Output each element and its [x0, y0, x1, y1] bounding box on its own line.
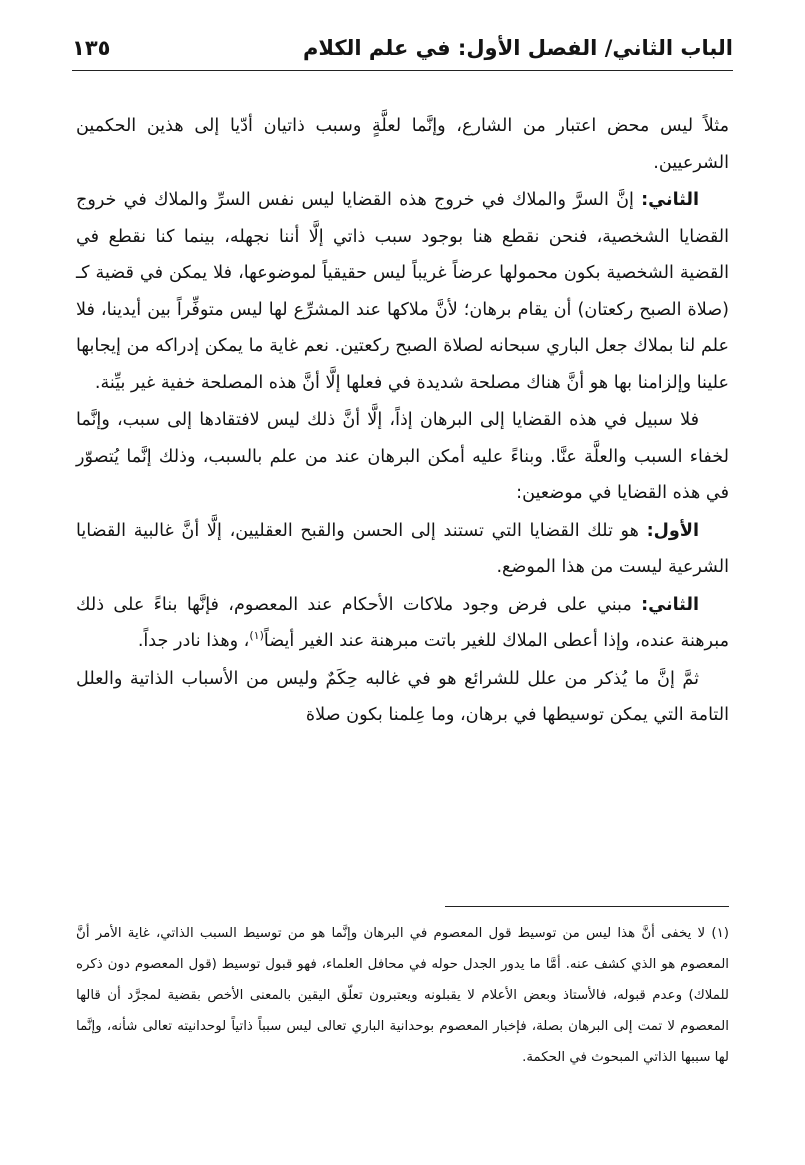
paragraph-text: ثمَّ إنَّ ما يُذكر من علل للشرائع هو في غالبه حِكَمٌ وليس من الأسباب الذاتية والعلل التامة التي يمكن توسيطها في برهان، وما عِلمنا بكون صلاة	[76, 668, 729, 725]
paragraph-text: إنَّ السرَّ والملاك في خروج هذه القضايا ليس نفس السرِّ والملاك في خروج القضايا الشخصية، فنحن نقطع هنا بوجود سبب ذاتي إلَّا أننا نجهله، بينما كنا نقطع في القضية الشخصية بكون محمولها عرضاً غريباً ليس حقيقياً لموضوعها، فلا يمكن في قضية كـ (صلاة الصبح ركعتان) أن يقام برهان؛ لأنَّ ملاكها عند المشرِّع لها ليس متوفِّراً بين أيدينا، فلا علم لنا بملاك جعل الباري سبحانه لصلاة الصبح ركعتين. نعم غاية ما يمكن إدراكه من إيجابها علينا وإلزامنا بها هو أنَّ هناك مصلحة شديدة في فعلها إلَّا أنَّ هذه المصلحة خفية غير بيِّنة.	[76, 190, 729, 393]
main-text	[76, 108, 729, 735]
paragraph-1	[76, 108, 729, 181]
paragraph-2	[76, 182, 729, 401]
paragraph-text-tail: ، وهذا نادر جداً.	[137, 631, 250, 651]
header-rule	[72, 70, 733, 71]
paragraph-lead: الثاني:	[641, 594, 699, 615]
footnote-rule	[445, 906, 729, 907]
paragraph-3	[76, 402, 729, 512]
paragraph-5	[76, 587, 729, 660]
paragraph-6	[76, 661, 729, 734]
footnotes	[76, 918, 729, 1073]
paragraph-lead: الأول:	[646, 520, 699, 541]
paragraph-text: مبني على فرض وجود ملاكات الأحكام عند المعصوم، فإنَّها بناءً على ذلك مبرهنة عنده، وإذا أعطى الملاك للغير باتت مبرهنة عند الغير أيضاً	[76, 594, 729, 651]
page-header	[72, 28, 733, 68]
footnote-reference[interactable]: (١)	[249, 629, 264, 643]
paragraph-text: فلا سبيل في هذه القضايا إلى البرهان إذاً، إلَّا أنَّ ذلك ليس لافتقادها إلى سبب، وإنَّما لخفاء السبب والعلَّة عنَّا. وبناءً عليه أمكن البرهان عند من علم بالسبب، وذلك إنَّما يُتصوّر في هذه القضايا في موضعين:	[76, 410, 729, 503]
page-number: ١٣٥	[72, 36, 111, 60]
paragraph-text: مثلاً ليس محض اعتبار من الشارع، وإنَّما لعلَّةٍ وسبب ذاتيان أدّيا إلى هذين الحكمين الشرعيين.	[76, 116, 729, 173]
paragraph-lead: الثاني:	[641, 190, 699, 210]
paragraph-text: هو تلك القضايا التي تستند إلى الحسن والقبح العقليين، إلَّا أنَّ غالبية القضايا الشرعية ليست من هذا الموضع.	[76, 520, 729, 577]
running-title: الباب الثاني/ الفصل الأول: في علم الكلام	[302, 36, 733, 60]
footnote-1: (١) لا يخفى أنَّ هذا ليس من توسيط قول المعصوم في البرهان وإنَّما هو من توسيط السبب الذاتي، غاية الأمر أنَّ المعصوم هو الذي كشف عنه. أمَّا ما يدور الجدل حوله في محافل العلماء، فهو قبول توسيط (قول المعصوم دون ذكره للملاك) وعدم قبوله، فالأستاذ وبعض الأعلام لا يقبلونه ويعتبرون تعلّق اليقين بالمعنى الأخص بقضية لمجرَّد أن قالها المعصوم لا تمت إلى البرهان بصلة، فإخبار المعصوم بوحدانية الباري تعالى ليس سبباً ذاتياً لوحدانيته تعالى شأنه، وإنَّما لها سببها الذاتي المبحوث في الحكمة.	[76, 926, 729, 1065]
paragraph-4	[76, 513, 729, 586]
